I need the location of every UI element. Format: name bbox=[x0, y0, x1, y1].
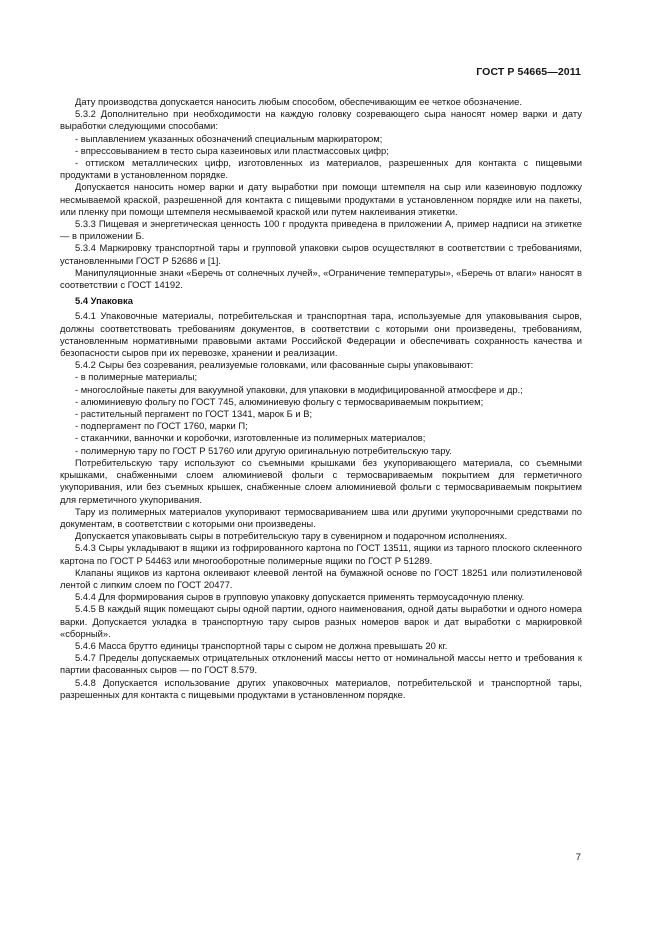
paragraph: Манипуляционные знаки «Беречь от солнечных лучей», «Ограничение температуры», «Беречь от влаги» наносят в соответствии с ГОСТ 14192. bbox=[60, 266, 582, 291]
list-item: - подпергамент по ГОСТ 1760, марки П; bbox=[75, 420, 248, 432]
paragraph: Допускается наносить номер варки и дату выработки при помощи штемпеля на сыр или казеиновую подложку несмываемой краской, разрешенной для контакта с пищевыми продуктами в установленном порядке или на пакеты, или пленку при помощи штемпеля несмываемой краской или путем наклеивания этикетки. bbox=[60, 181, 582, 217]
paragraph: 5.4.8 Допускается использование других упаковочных материалов, потребительской и транспортной тары, разрешенных для контакта с пищевыми продуктами в установленном порядке. bbox=[60, 676, 582, 700]
paragraph: 5.3.4 Маркировку транспортной тары и групповой упаковки сыров осуществляют в соответствии с требованиями, установленными ГОСТ Р 52686 и [1]. bbox=[60, 242, 582, 266]
paragraph: 5.4.7 Пределы допускаемых отрицательных отклонений массы нетто от номинальной массы нетто и требования к партии фасованных сыров — по ГОСТ 8.579. bbox=[60, 652, 582, 676]
paragraph: Потребительскую тару используют со съемными крышками без укупоривающего материала, со съемными крышками, снабженными слоем алюминиевой фольги с термосвариваемым покрытием для герметичного укупоривания, или без съемных крышек, снабженные слоем алюминиевой фольги с термосвариваемым покрытием для герметичного укупоривания. bbox=[60, 456, 582, 505]
paragraph: 5.4.6 Масса брутто единицы транспортной тары с сыром не должна превышать 20 кг. bbox=[75, 639, 448, 651]
paragraph: 5.4.1 Упаковочные материалы, потребительская и транспортная тара, используемые для упаковывания сыров, должны соответствовать требованиям документов, в соответствии с которыми они произведены, требованиям, установленным нормативными правовыми актами Российской Федерации и обеспечивать сохранность качества и безопасности сыров при их перевозке, хранении и реализации. bbox=[60, 310, 582, 359]
paragraph: Клапаны ящиков из картона оклеивают клеевой лентой на бумажной основе по ГОСТ 18251 или полиэтиленовой лентой с липким слоем по ГОСТ 20477. bbox=[60, 566, 582, 590]
list-item: - многослойные пакеты для вакуумной упаковки, для упаковки в модифицированной атмосфере и др.; bbox=[75, 383, 523, 395]
section-heading: 5.4 Упаковка bbox=[75, 295, 133, 307]
paragraph: Дату производства допускается наносить любым способом, обеспечивающим ее четкое обозначение. bbox=[75, 96, 522, 107]
page-number: 7 bbox=[575, 851, 581, 862]
list-item: - впрессовыванием в тесто сыра казеиновых или пластмассовых цифр; bbox=[75, 144, 389, 156]
page-header-standard-number: ГОСТ Р 54665—2011 bbox=[476, 66, 581, 78]
paragraph: 5.4.4 Для формирования сыров в групповую упаковку допускается применять термоусадочную пленку. bbox=[75, 591, 525, 603]
paragraph: 5.3.3 Пищевая и энергетическая ценность 100 г продукта приведена в приложении А, пример надписи на этикетке — в приложении Б. bbox=[60, 218, 582, 242]
paragraph: 5.4.3 Сыры укладывают в ящики из гофрированного картона по ГОСТ 13511, ящики из тарного плоского склеенного картона по ГОСТ Р 54463 или многооборотные полимерные ящики по ГОСТ Р 51289. bbox=[60, 542, 582, 566]
list-item: - выплавлением указанных обозначений специальным маркиратором; bbox=[75, 132, 383, 144]
list-item: - стаканчики, ванночки и коробочки, изготовленные из полимерных материалов; bbox=[75, 432, 426, 444]
paragraph: 5.4.2 Сыры без созревания, реализуемые головками, или фасованные сыры упаковывают: bbox=[75, 359, 474, 371]
paragraph: 5.4.5 В каждый ящик помещают сыры одной партии, одного наименования, одной даты выработки и одного номера варки. Допускается укладка в транспортную тару сыров разных номеров варок и дат выработки с маркировкой «сборный». bbox=[60, 603, 582, 639]
list-item: - алюминиевую фольгу по ГОСТ 745, алюминиевую фольгу с термосвариваемым покрытием; bbox=[75, 395, 484, 407]
list-item: - полимерную тару по ГОСТ Р 51760 или другую оригинальную потребительскую тару. bbox=[75, 444, 452, 456]
paragraph: Допускается упаковывать сыры в потребительскую тару в сувенирном и подарочном исполнениях. bbox=[75, 530, 508, 542]
paragraph: 5.3.2 Дополнительно при необходимости на каждую головку созревающего сыра наносят номер варки и дату выработки следующими способами: bbox=[60, 108, 582, 132]
list-item: - оттиском металлических цифр, изготовленных из материалов, разрешенных для контакта с пищевыми продуктами в установленном порядке. bbox=[60, 157, 582, 181]
document-body bbox=[60, 96, 582, 701]
paragraph: Тару из полимерных материалов укупоривают термосвариванием шва или другими укупорочными средствами по документам, в соответствии с которыми они произведены. bbox=[60, 505, 582, 529]
list-item: - растительный пергамент по ГОСТ 1341, марок Б и В; bbox=[75, 408, 313, 420]
list-item: - в полимерные материалы; bbox=[75, 371, 198, 383]
